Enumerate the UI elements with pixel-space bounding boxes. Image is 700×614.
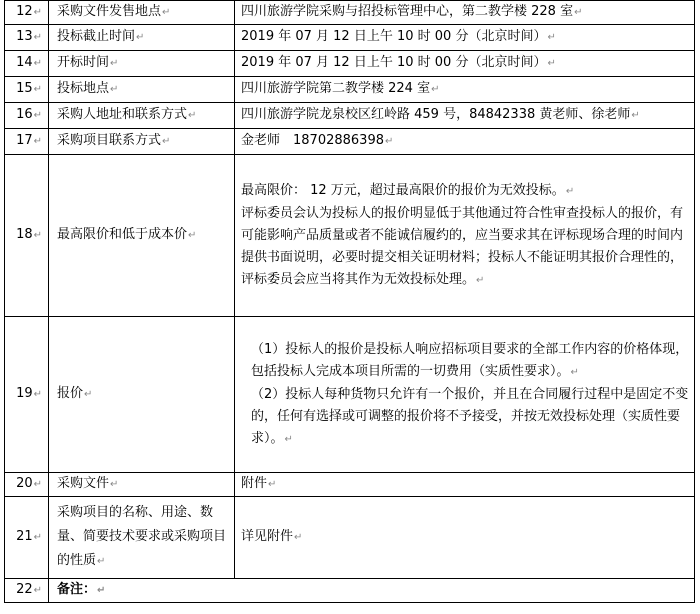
row-value: 2019 年 07 月 12 日上午 10 时 00 分（北京时间）↵ [235,25,695,51]
row-value: 2019 年 07 月 12 日上午 10 时 00 分（北京时间）↵ [235,51,695,77]
row-label: 采购项目的名称、用途、数量、简要技术要求或采购项目的性质↵ [49,497,235,579]
row-value: 四川旅游学院采购与招投标管理中心，第二教学楼 228 室↵ [235,1,695,25]
row-number: 22↵ [5,579,49,603]
row-number: 16↵ [5,103,49,129]
row-number: 21↵ [5,497,49,579]
row-value [235,317,695,473]
row-number: 13↵ [5,25,49,51]
price-limit-text: 最高限价： 12 万元，超过最高限价的报价为无效投标。↵ [241,182,575,198]
row-value: 详见附件↵ [235,497,695,579]
row-label: 采购人地址和联系方式↵ [49,103,235,129]
table-row [5,1,695,25]
notes-label: 备注：↵ [49,579,695,603]
table-row [5,77,695,103]
row-label: 开标时间↵ [49,51,235,77]
row-number: 19↵ [5,317,49,473]
row-label: 采购文件发售地点↵ [49,1,235,25]
table-row [5,497,695,579]
table-row [5,103,695,129]
table-row [5,25,695,51]
table-row [5,51,695,77]
procurement-table [4,0,695,603]
quote-requirement-2: （2）投标人每种货物只允许有一个报价，并且在合同履行过程中是固定不变的，任何有选择或可调整的报价将不予接受，并按无效投标处理（实质性要求）。↵ [251,386,689,446]
table-row [5,155,695,317]
row-number: 18↵ [5,155,49,317]
table-row [5,317,695,473]
row-value: 四川旅游学院第二教学楼 224 室↵ [235,77,695,103]
quote-requirement-1: （1）投标人的报价是投标人响应招标项目要求的全部工作内容的价格体现，包括投标人完成本项目所需的一切费用（实质性要求）。↵ [251,341,689,379]
row-number: 14↵ [5,51,49,77]
table-row [5,129,695,155]
row-label: 投标地点↵ [49,77,235,103]
row-number: 20↵ [5,473,49,497]
row-number: 15↵ [5,77,49,103]
row-label: 采购项目联系方式↵ [49,129,235,155]
row-label: 报价↵ [49,317,235,473]
row-label: 投标截止时间↵ [49,25,235,51]
row-value: 附件↵ [235,473,695,497]
row-value [235,155,695,317]
row-number: 17↵ [5,129,49,155]
below-cost-text: 评标委员会认为投标人的报价明显低于其他通过符合性审查投标人的报价，有可能影响产品质量或者不能诚信履约的，应当要求其在评标现场合理的时间内提供书面说明，必要时提交相关证明材料；投标人不能证明其报价合理性的，评标委员会应当将其作为无效投标处理。↵ [241,205,684,287]
row-value: 金老师 18702886398↵ [235,129,695,155]
table-row [5,473,695,497]
row-label: 采购文件↵ [49,473,235,497]
row-number: 12↵ [5,1,49,25]
table-row [5,579,695,603]
row-label: 最高限价和低于成本价↵ [49,155,235,317]
row-value: 四川旅游学院龙泉校区红岭路 459 号，84842338 黄老师、徐老师↵ [235,103,695,129]
